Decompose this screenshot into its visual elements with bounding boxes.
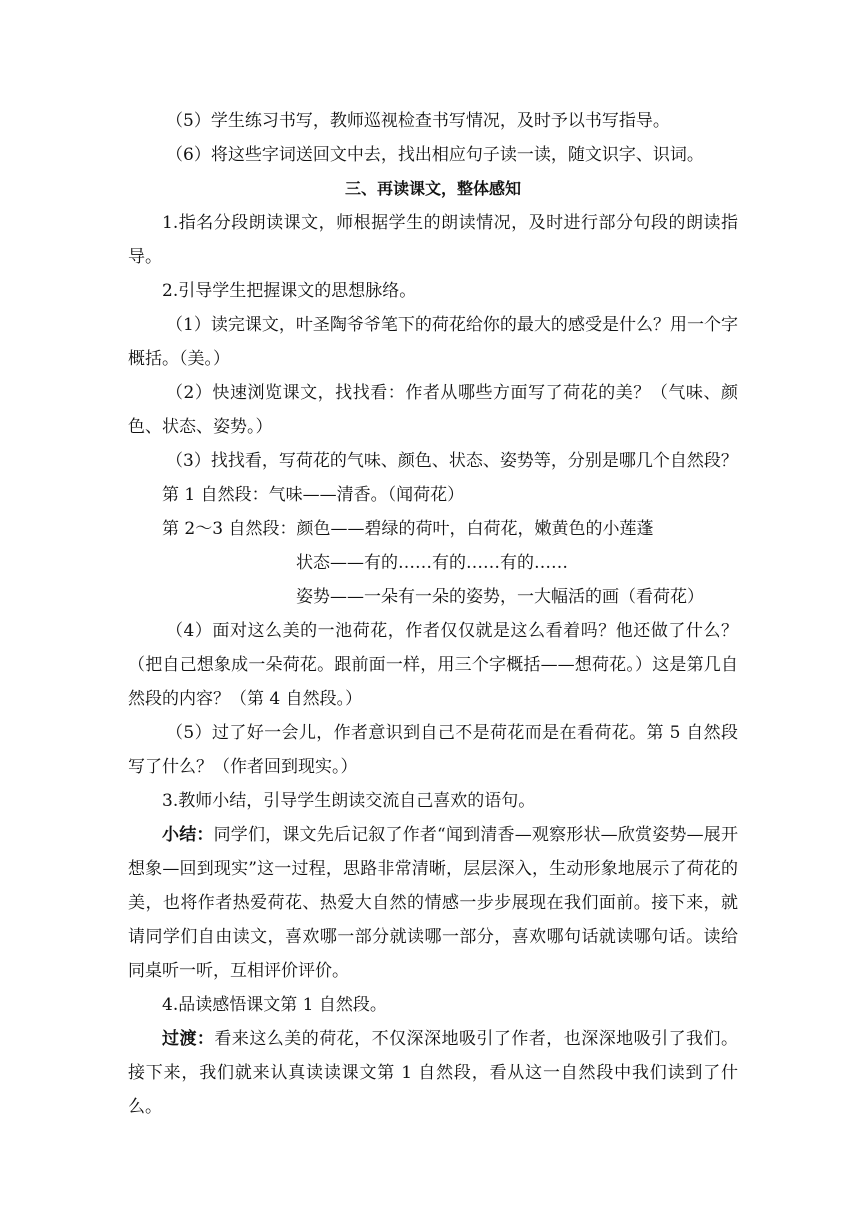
document-page xyxy=(128,104,738,1124)
summary-body: 同学们，课文先后记叙了作者“闻到清香—观察形状—欣赏姿势—展开想象—回到现实”这一过程，思路非常清晰，层层深入，生动形象地展示了荷花的美，也将作者热爱荷花、热爱大自然的情感一步步展现在我们面前。接下来，就请同学们自由读文，喜欢哪一部分就读哪一部分，喜欢哪句话就读哪句话。读给同桌听一听，互相评价评价。 xyxy=(128,825,738,981)
transition-paragraph xyxy=(128,1022,738,1124)
question-5: （5）过了好一会儿，作者意识到自己不是荷花而是在看荷花。第 5 自然段写了什么？（作者回到现实。） xyxy=(128,723,738,777)
question-2: （2）快速浏览课文，找找看：作者从哪些方面写了荷花的美？（气味、颜色、状态、姿势。） xyxy=(128,383,738,437)
summary-lead: 小结： xyxy=(162,825,214,845)
question-4: （4）面对这么美的一池荷花，作者仅仅就是这么看着吗？他还做了什么？（把自己想象成一朵荷花。跟前面一样，用三个字概括——想荷花。）这是第几自然段的内容？（第 4 自然段。） xyxy=(128,621,738,709)
structure-line-4: 姿势——一朵有一朵的姿势，一大幅活的画（看荷花） xyxy=(296,587,704,607)
question-3: （3）找找看，写荷花的气味、颜色、状态、姿势等，分别是哪几个自然段？ xyxy=(166,451,738,471)
paragraph-4: 4.品读感悟课文第 1 自然段。 xyxy=(162,995,387,1015)
step-5-line: （5）学生练习书写，教师巡视检查书写情况，及时予以书写指导。 xyxy=(166,111,670,131)
structure-line-2: 第 2～3 自然段：颜色——碧绿的荷叶，白荷花，嫩黄色的小莲蓬 xyxy=(162,519,654,539)
paragraph-2: 2.引导学生把握课文的思想脉络。 xyxy=(162,281,417,301)
paragraph-3: 3.教师小结，引导学生朗读交流自己喜欢的语句。 xyxy=(162,791,536,811)
structure-line-3: 状态——有的……有的……有的…… xyxy=(296,553,568,573)
transition-lead: 过渡： xyxy=(162,1029,215,1049)
step-6-line: （6）将这些字词送回文中去，找出相应句子读一读，随文识字、识词。 xyxy=(166,145,704,165)
section-heading: 三、再读课文，整体感知 xyxy=(344,179,521,198)
paragraph-1: 1.指名分段朗读课文，师根据学生的朗读情况，及时进行部分句段的朗读指导。 xyxy=(128,213,738,267)
question-1: （1）读完课文，叶圣陶爷爷笔下的荷花给你的最大的感受是什么？用一个字概括。（美。） xyxy=(128,315,738,369)
summary-paragraph xyxy=(128,818,738,988)
transition-body: 看来这么美的荷花，不仅深深地吸引了作者，也深深地吸引了我们。接下来，我们就来认真读读课文第 1 自然段，看从这一自然段中我们读到了什么。 xyxy=(128,1029,738,1117)
structure-line-1: 第 1 自然段：气味——清香。（闻荷花） xyxy=(162,485,465,505)
